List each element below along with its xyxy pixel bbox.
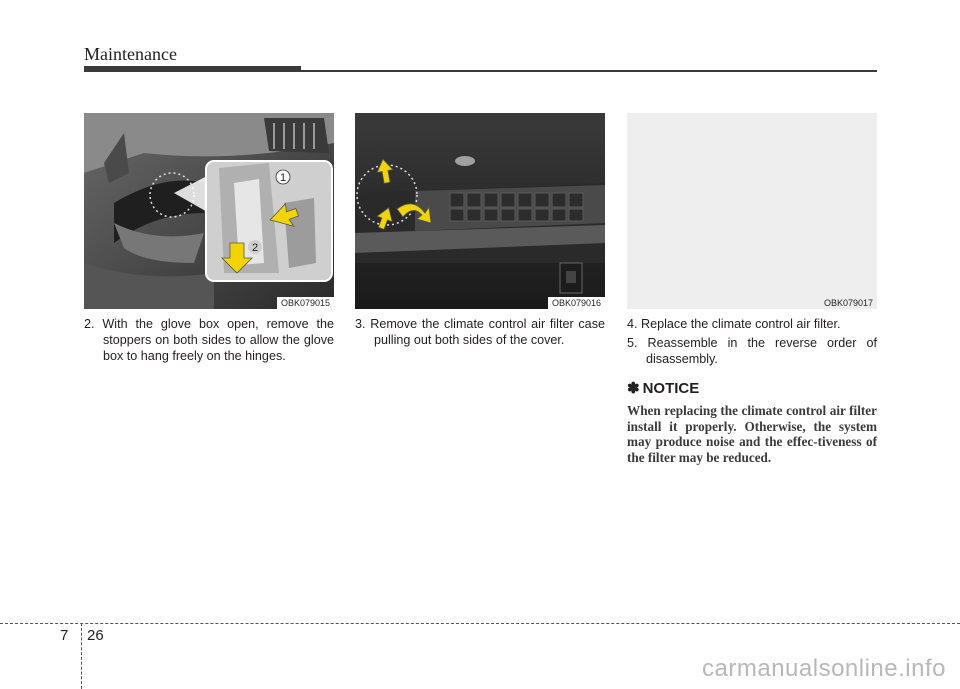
step-2: 2. With the glove box open, remove the stoppers on both sides to allow the glove box to hang freely on the hinges. [84,317,334,363]
column-middle [355,316,605,351]
figure-filter-case [355,113,605,309]
notice-star-icon: ✽ [627,380,640,397]
callout-2: 2 [251,242,259,254]
figure-code: OBK079016 [548,297,605,309]
figure-code: OBK079015 [277,297,334,309]
page-number: 26 [87,627,104,644]
footer-rule [0,623,960,624]
glove-box-illustration [84,113,334,309]
step-3: 3. Remove the climate control air filter case pulling out both sides of the cover. [355,317,605,347]
figure-placeholder [627,113,877,309]
notice-title: NOTICE [642,380,700,397]
notice-heading [627,381,877,397]
filter-case-illustration [355,113,605,309]
header-bar [84,66,301,72]
step-4: 4. Replace the climate control air filter. [627,317,841,331]
notice-body: When replacing the climate control air filter install it properly. Otherwise, the system may produce noise and the effec-tiveness of the filter may be reduced. [627,403,877,465]
footer-divider [81,623,82,689]
figure-code: OBK079017 [820,297,877,309]
column-right [627,316,877,465]
section-number: 7 [60,627,69,644]
watermark: carmanualsonline.info [702,655,946,682]
header-rule [301,70,877,72]
callout-1: 1 [279,172,287,184]
figure-glove-box [84,113,334,309]
page-title: Maintenance [84,44,177,64]
step-5: 5. Reassemble in the reverse order of disassembly. [627,336,877,366]
column-left [84,316,334,367]
